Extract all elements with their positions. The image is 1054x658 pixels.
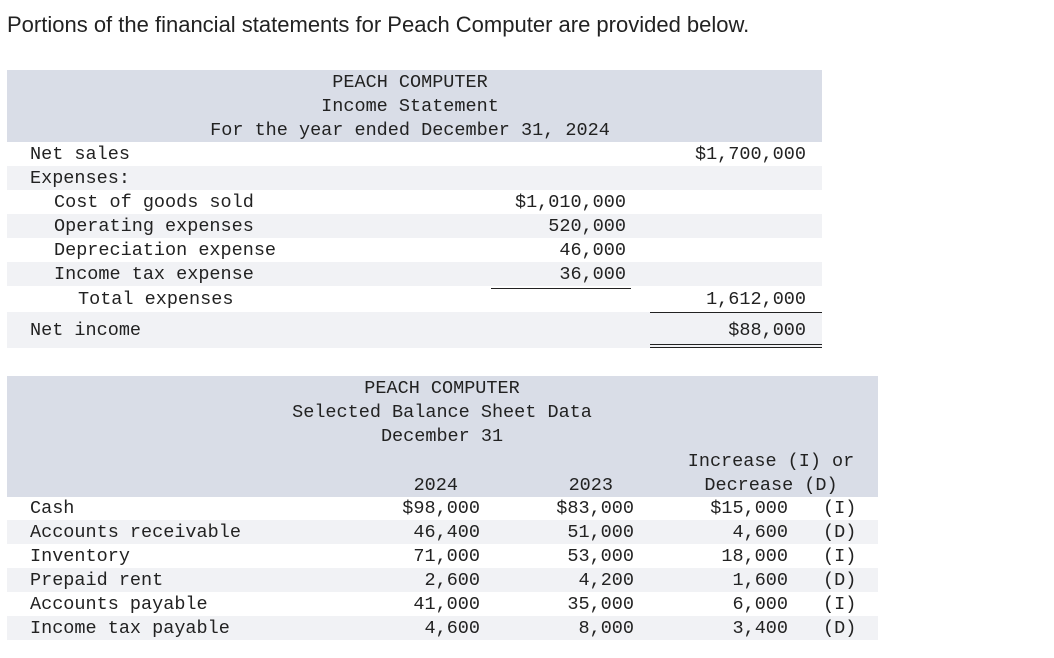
expenses-subtotal-rule [491, 288, 631, 289]
balance-sheet-2024-value: 71,000 [413, 546, 480, 567]
balance-sheet-row-label: Accounts payable [30, 594, 208, 615]
balance-sheet-2024-value: 46,400 [413, 522, 480, 543]
expenses-label: Expenses: [30, 168, 130, 189]
net-income-value: $88,000 [728, 320, 806, 341]
balance-sheet-change-value: 18,000 [721, 546, 788, 567]
balance-sheet-change-value: 3,400 [732, 618, 788, 639]
balance-sheet-change-value: 1,600 [732, 570, 788, 591]
expense-label: Operating expenses [54, 216, 254, 237]
net-sales-label: Net sales [30, 144, 130, 165]
balance-sheet-title: Selected Balance Sheet Data [292, 402, 592, 423]
income-statement-company: PEACH COMPUTER [332, 72, 488, 93]
change-header-line-2: Decrease (D) [704, 475, 838, 496]
balance-sheet-row-label: Prepaid rent [30, 570, 164, 591]
expense-value: $1,010,000 [514, 192, 626, 213]
net-income-double-rule-top [650, 344, 822, 345]
balance-sheet-2024-value: 2,600 [424, 570, 480, 591]
balance-sheet-2024-value: $98,000 [402, 498, 480, 519]
intro-text: Portions of the financial statements for Peach Computer are provided below. [7, 12, 750, 37]
balance-sheet-change-direction: (I) [823, 498, 857, 519]
net-sales-value: $1,700,000 [694, 144, 806, 165]
expense-value: 36,000 [559, 264, 626, 285]
balance-sheet-2024-value: 41,000 [413, 594, 480, 615]
expense-value: 46,000 [559, 240, 626, 261]
balance-sheet-row-label: Inventory [30, 546, 130, 567]
total-expenses-rule [650, 312, 822, 313]
balance-sheet-row-label: Income tax payable [30, 618, 230, 639]
net-income-label: Net income [30, 320, 142, 341]
balance-sheet-2023-value: 4,200 [578, 570, 634, 591]
balance-sheet-2023-value: $83,000 [556, 498, 634, 519]
expense-label: Income tax expense [54, 264, 254, 285]
total-expenses-value: 1,612,000 [706, 289, 806, 310]
balance-sheet-change-direction: (I) [823, 594, 857, 615]
income-statement-period: For the year ended December 31, 2024 [210, 120, 610, 141]
balance-sheet-company: PEACH COMPUTER [364, 378, 520, 399]
net-income-double-rule-bottom [650, 347, 822, 348]
balance-sheet-change-direction: (D) [823, 522, 857, 543]
balance-sheet-2023-value: 8,000 [578, 618, 634, 639]
balance-sheet-change-value: 4,600 [732, 522, 788, 543]
income-statement-title: Income Statement [321, 96, 499, 117]
expense-label: Depreciation expense [54, 240, 277, 261]
column-header-2023: 2023 [568, 475, 613, 496]
balance-sheet-2023-value: 35,000 [567, 594, 634, 615]
column-header-2024: 2024 [413, 475, 458, 496]
balance-sheet-row-label: Accounts receivable [30, 522, 241, 543]
balance-sheet-change-value: $15,000 [710, 498, 788, 519]
balance-sheet-change-direction: (D) [823, 570, 857, 591]
balance-sheet-row-label: Cash [30, 498, 75, 519]
balance-sheet-date: December 31 [380, 426, 504, 447]
expense-value: 520,000 [548, 216, 626, 237]
balance-sheet-change-value: 6,000 [732, 594, 788, 615]
balance-sheet-2023-value: 51,000 [567, 522, 634, 543]
balance-sheet-2024-value: 4,600 [424, 618, 480, 639]
balance-sheet-2023-value: 53,000 [567, 546, 634, 567]
total-expenses-label: Total expenses [78, 289, 234, 310]
balance-sheet-change-direction: (I) [823, 546, 857, 567]
change-header-line-1: Increase (I) or [687, 451, 855, 472]
expense-label: Cost of goods sold [54, 192, 254, 213]
balance-sheet-change-direction: (D) [823, 618, 857, 639]
